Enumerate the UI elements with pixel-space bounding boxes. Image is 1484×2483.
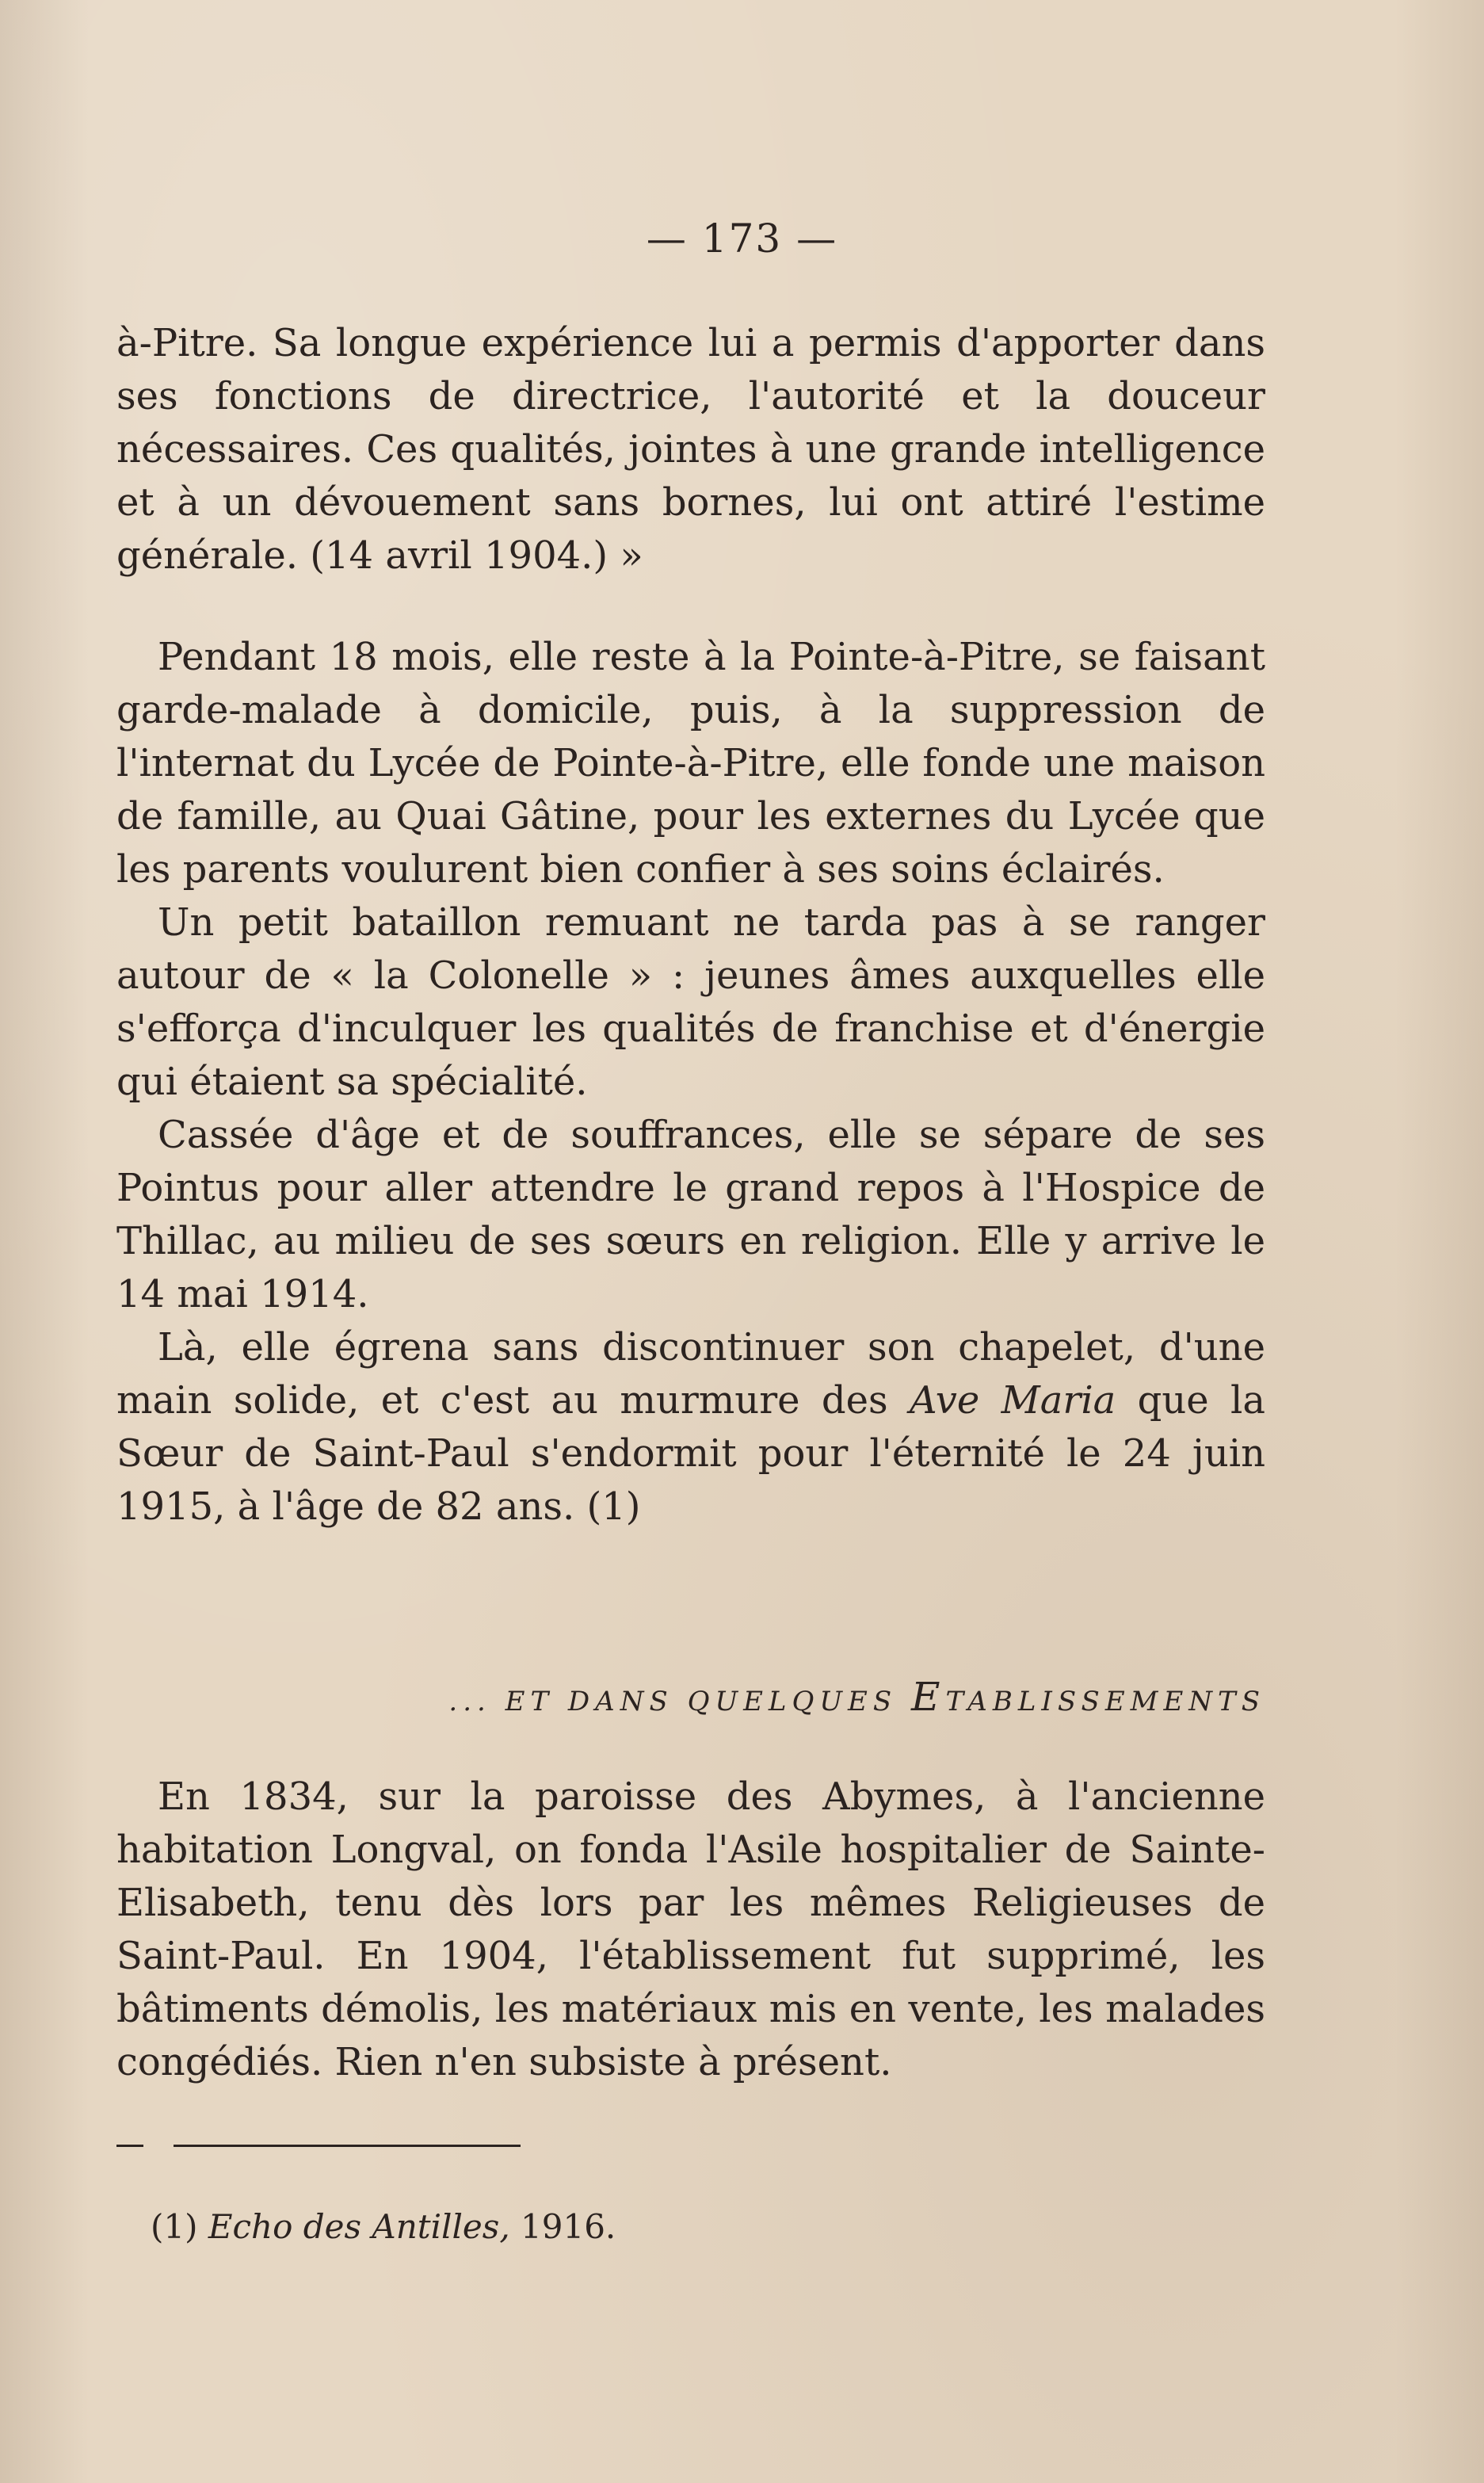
paragraph-pointe-a-pitre: Pendant 18 mois, elle reste à la Pointe-à-Pitre, se faisant garde-malade à domicile, puis, à la suppression de l'internat du Lycée de Pointe-à-Pitre, elle fonde une maison de famille, au Quai Gâtine, pour les externes du Lycée que les parents voulurent bien confier à ses soins éclairés. <box>116 635 1265 892</box>
footnote-separator-dash <box>116 2145 143 2147</box>
paragraph-bataillon: Un petit bataillon remuant ne tarda pas à se ranger autour de « la Colonelle » : jeunes âmes auxquelles elle s'efforça d'inculquer les qualités de franchise et d'énergie qui étaient sa spécialité. <box>116 900 1265 1104</box>
footnote-separator <box>116 2145 521 2149</box>
footnote <box>151 2205 616 2249</box>
paragraph-death-start: Là, elle égrena sans discontinuer son chapelet, d'une main solide, et c'est au murmure des <box>116 1325 1265 1423</box>
footnote-year: 1916. <box>509 2207 616 2246</box>
text-block-top <box>116 317 1265 583</box>
footnote-source-title: Echo des Antilles, <box>208 2207 510 2246</box>
paragraph-hospice: Cassée d'âge et de souffrances, elle se sépare de ses Pointus pour aller attendre le grand repos à l'Hospice de Thillac, au milieu de ses sœurs en religion. Elle y arrive le 14 mai 1914. <box>116 1113 1265 1316</box>
section-heading-capital: E <box>910 1674 946 1720</box>
paragraph-asile: En 1834, sur la paroisse des Abymes, à l'ancienne habitation Longval, on fonda l'Asile hospitalier de Sainte-Elisabeth, tenu dès lors par les mêmes Religieuses de Saint-Paul. En 1904, l'établissement fut supprimé, les bâtiments démolis, les matériaux mis en vente, les malades congédiés. Rien n'en subsiste à présent. <box>116 1774 1265 2084</box>
page-number: — 173 — <box>646 216 838 262</box>
section-heading <box>116 1674 1265 1720</box>
text-block-main <box>116 631 1265 1534</box>
footnote-separator-line <box>174 2145 521 2147</box>
paragraph-death-end: que la Sœur de Saint-Paul s'endormit pour l'éternité le 24 juin 1915, à l'âge de 82 ans. (1) <box>116 1378 1266 1529</box>
paragraph-death <box>116 1321 1265 1534</box>
footnote-marker: (1) <box>151 2207 208 2246</box>
section-heading-rest: TABLISSEMENTS <box>945 1686 1265 1717</box>
text-block-bottom <box>116 1771 1265 2089</box>
section-heading-prefix: ... ET DANS QUELQUES <box>448 1686 911 1717</box>
paragraph-continuation: à-Pitre. Sa longue expérience lui a permis d'apporter dans ses fonctions de directrice, l'autorité et la douceur nécessaires. Ces qualités, jointes à une grande intelligence et à un dévouement sans bornes, lui ont attiré l'estime générale. (14 avril 1904.) » <box>116 321 1265 578</box>
ave-maria-italic: Ave Maria <box>910 1378 1116 1423</box>
